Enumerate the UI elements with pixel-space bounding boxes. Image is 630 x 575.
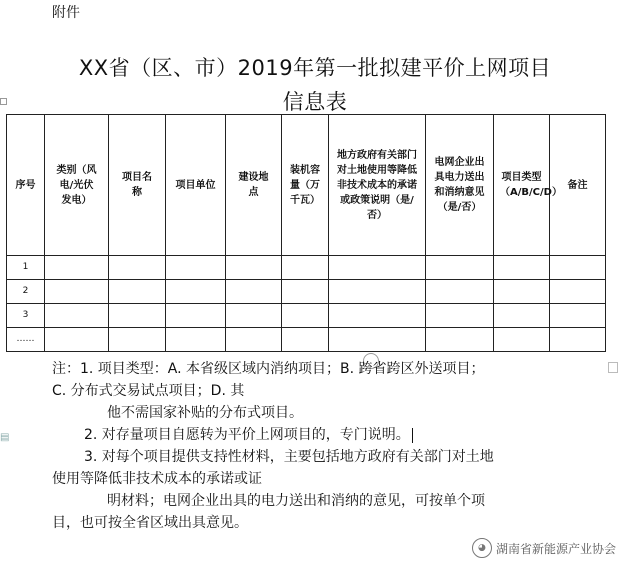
table-cell[interactable] [226,256,282,280]
header-cell: 序号 [7,115,45,256]
table-cell[interactable] [45,256,109,280]
header-cell: 项目单位 [166,115,226,256]
table-cell[interactable] [494,304,550,328]
table-cell[interactable] [109,304,166,328]
table-cell[interactable] [45,304,109,328]
header-cell: 项目类型（A/B/C/D） [494,115,550,256]
header-cell: 地方政府有关部门对土地使用等降低非技术成本的承诺或政策说明（是/否） [329,115,426,256]
table-cell[interactable] [329,256,426,280]
table-cell[interactable] [226,280,282,304]
document-title-line1: XX省（区、市）2019年第一批拟建平价上网项目 [78,56,552,80]
table-cell[interactable] [45,328,109,352]
table-row [7,256,606,280]
watermark [472,538,616,558]
table-header-row [7,115,606,256]
notes-section [52,358,612,534]
note-line: C. 分布式交易试点项目；D. 其 [52,383,245,399]
table-cell[interactable] [426,280,494,304]
note-line: 他不需国家补贴的分布式项目。 [107,405,303,421]
table-cell[interactable] [226,304,282,328]
row-number: 3 [7,304,45,328]
table-cell[interactable] [329,328,426,352]
table-cell[interactable] [166,280,226,304]
watermark-text: 湖南省新能源产业协会 [495,541,616,556]
table-cell[interactable] [550,256,606,280]
table-cell[interactable] [494,280,550,304]
note-line-with-cursor[interactable] [52,424,612,446]
table-cell[interactable] [109,256,166,280]
attachment-label: 附件 [52,5,80,21]
table-cell[interactable] [494,328,550,352]
row-number: 1 [7,256,45,280]
table-cell[interactable] [329,304,426,328]
text-cursor [412,428,414,443]
header-cell: 建设地点 [226,115,282,256]
table-cell[interactable] [45,280,109,304]
table-row [7,304,606,328]
table-cell[interactable] [282,256,329,280]
header-cell: 装机容量（万千瓦） [282,115,329,256]
header-cell: 类别（风电/光伏发电） [45,115,109,256]
table-cell[interactable] [166,256,226,280]
note-line: 2. 对存量项目自愿转为平价上网项目的，专门说明。 [84,427,410,443]
table-cell[interactable] [329,280,426,304]
table-cell[interactable] [166,328,226,352]
table-cell[interactable] [494,256,550,280]
header-cell: 备注 [550,115,606,256]
table-cell[interactable] [226,328,282,352]
note-line: 3. 对每个项目提供支持性材料，主要包括地方政府有关部门对土地 [84,449,494,465]
note-line: 目，也可按全省区域出具意见。 [52,515,248,531]
table-row [7,328,606,352]
table-cell[interactable] [166,304,226,328]
table-cell[interactable] [550,280,606,304]
header-cell: 电网企业出具电力送出和消纳意见（是/否） [426,115,494,256]
table-row [7,280,606,304]
table-cell[interactable] [550,328,606,352]
wechat-logo-icon: ◕ [472,538,492,558]
table-cell[interactable] [282,328,329,352]
note-line: 使用等降低非技术成本的承诺或证 [52,471,262,487]
table-cell[interactable] [109,280,166,304]
table-cell[interactable] [426,256,494,280]
row-number: 2 [7,280,45,304]
note-line: 明材料；电网企业出具的电力送出和消纳的意见，可按单个项 [107,493,485,509]
table-cell[interactable] [109,328,166,352]
table-cell[interactable] [426,304,494,328]
project-info-table [6,114,606,352]
document-margin-icon: ▤ [0,432,10,443]
table-cell[interactable] [282,280,329,304]
row-number: …… [7,328,45,352]
table-cell[interactable] [426,328,494,352]
document-title-line2: 信息表 [282,90,348,114]
note-line: 注：1. 项目类型：A. 本省级区域内消纳项目；B. 跨省跨区外送项目； [52,361,485,377]
table-cell[interactable] [282,304,329,328]
header-cell: 项目名称 [109,115,166,256]
table-cell[interactable] [550,304,606,328]
